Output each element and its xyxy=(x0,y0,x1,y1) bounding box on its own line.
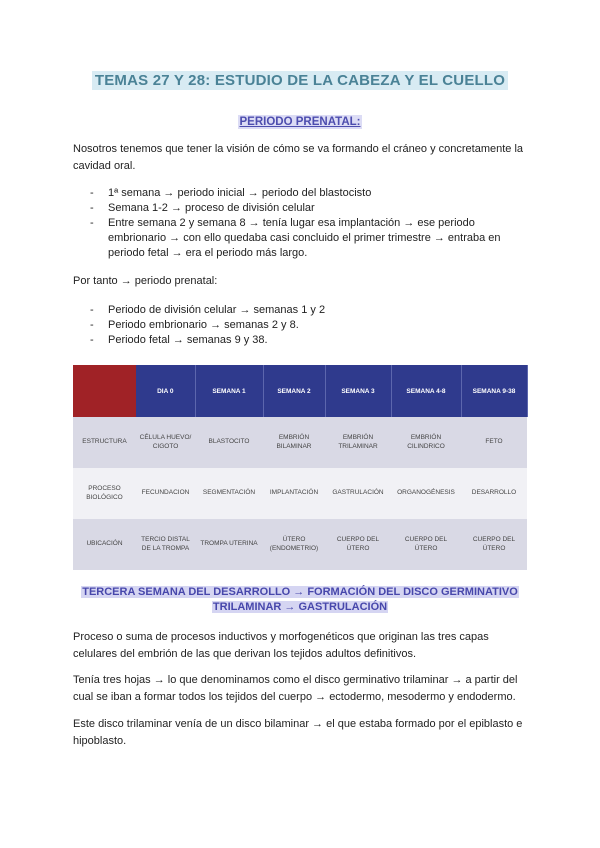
table-corner-cell xyxy=(73,365,136,417)
table-header: SEMANA 1 xyxy=(195,365,263,417)
table-cell: BLASTOCITO xyxy=(195,417,263,468)
table-cell: CÉLULA HUEVO/ CIGOTO xyxy=(136,417,195,468)
table-cell: SEGMENTACIÓN xyxy=(195,468,263,519)
table-cell: EMBRIÓN CILINDRICO xyxy=(391,417,461,468)
table-row xyxy=(73,468,527,519)
list-item: - Periodo de división celular → semanas 1 y 2 xyxy=(73,303,528,318)
development-table xyxy=(73,365,528,570)
list-item: - Periodo fetal → semanas 9 y 38. xyxy=(73,333,528,348)
table-row xyxy=(73,519,527,570)
row-label: PROCESO BIOLÓGICO xyxy=(73,468,136,519)
page-title: TEMAS 27 Y 28: ESTUDIO DE LA CABEZA Y EL CUELLO xyxy=(0,72,600,90)
table-header: DIA 0 xyxy=(136,365,195,417)
table-cell: CUERPO DEL ÚTERO xyxy=(325,519,391,570)
intro-paragraph: Nosotros tenemos que tener la visión de cómo se va formando el cráneo y concretamente la cavidad oral. xyxy=(73,143,524,172)
table-header: SEMANA 4-8 xyxy=(391,365,461,417)
table-cell: CUERPO DEL ÚTERO xyxy=(391,519,461,570)
table-cell: CUERPO DEL ÚTERO xyxy=(461,519,527,570)
row-label: ESTRUCTURA xyxy=(73,417,136,468)
table-cell: FECUNDACION xyxy=(136,468,195,519)
list-item: - Periodo embrionario → semanas 2 y 8. xyxy=(73,318,528,333)
table-cell: IMPLANTACIÓN xyxy=(263,468,325,519)
table-header: SEMANA 9-38 xyxy=(461,365,527,417)
table-header: SEMANA 3 xyxy=(325,365,391,417)
list-item: - 1ª semana → periodo inicial → periodo del blastocisto xyxy=(73,186,528,201)
table-cell: EMBRIÓN BILAMINAR xyxy=(263,417,325,468)
list-item: - Semana 1-2 → proceso de división celular xyxy=(73,201,528,216)
table-cell: ORGANOGÉNESIS xyxy=(391,468,461,519)
row-label: UBICACIÓN xyxy=(73,519,136,570)
table-row xyxy=(73,417,527,468)
table-cell: GASTRULACIÓN xyxy=(325,468,391,519)
paragraph-proceso: Proceso o suma de procesos inductivos y morfogenéticos que originan las tres capas celulares del embrión de las que derivan los tejidos adultos definitivos. xyxy=(73,631,489,660)
section-heading-prenatal: PERIODO PRENATAL: xyxy=(239,116,361,128)
table-cell: TROMPA UTERINA xyxy=(195,519,263,570)
list-item: - Entre semana 2 y semana 8 → tenía lugar esa implantación → ese periodo embrionario → con ello quedaba casi concluido el primer trimestre → entraba en periodo fetal → era el periodo más largo. xyxy=(73,216,528,261)
table-header-row xyxy=(73,365,527,417)
table-cell: ÚTERO (ENDOMETRIO) xyxy=(263,519,325,570)
periods-list xyxy=(73,303,528,348)
por-tanto-paragraph: Por tanto → periodo prenatal: xyxy=(73,275,218,287)
paragraph-hojas: Tenía tres hojas → lo que denominamos como el disco germinativo trilaminar → a partir del cual se iban a formar todos los tejidos del cuerpo → ectodermo, mesodermo y endodermo. xyxy=(73,674,518,703)
paragraph-disco: Este disco trilaminar venía de un disco bilaminar → el que estaba formado por el epiblasto e hipoblasto. xyxy=(73,718,523,747)
table-cell: TERCIO DISTAL DE LA TROMPA xyxy=(136,519,195,570)
timeline-list xyxy=(73,186,528,261)
table-cell: FETO xyxy=(461,417,527,468)
section-heading-tercera-semana: TERCERA SEMANA DEL DESARROLLO → FORMACIÓN DEL DISCO GERMINATIVO TRILAMINAR → GASTRULACIÓN xyxy=(82,586,518,613)
table-header: SEMANA 2 xyxy=(263,365,325,417)
table-cell: EMBRIÓN TRILAMINAR xyxy=(325,417,391,468)
table-cell: DESARROLLO xyxy=(461,468,527,519)
